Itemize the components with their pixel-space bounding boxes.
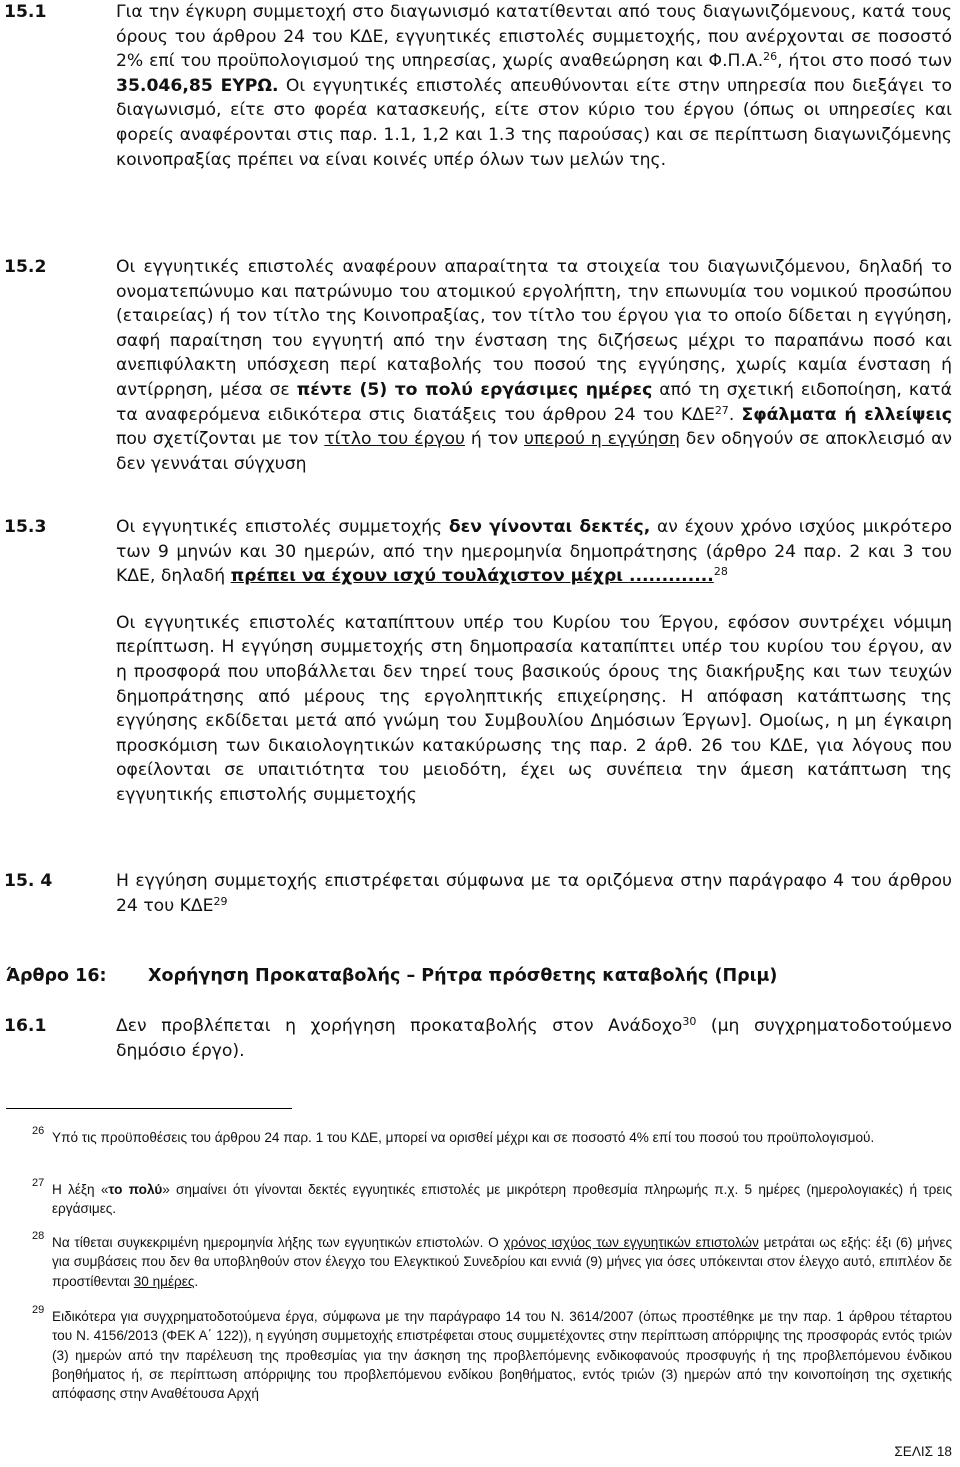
paragraph: Οι εγγυητικές επιστολές καταπίπτουν υπέρ του Κυρίου του Έργου, εφόσον συντρέχει νόμιμη περίπτωση. Η εγγύηση συμμετοχής στη δημοπρασία καταπίπτει υπέρ του κυρίου του έργου, αν η προσφορά που υποβάλλεται δεν τηρεί τους βασικούς όρους της διακήρυξης και των τευχών δημοπράτησης από μέρους της εργοληπτικής επιχείρησης. Η απόφαση κατάπτωσης της εγγύησης εκδίδεται μετά από γνώμη του Συμβουλίου Δημόσιων Έργων]. Ομοίως, η μη έγκαιρη προσκόμιση των δικαιολογητικών κατακύρωσης της παρ. 2 άρθ. 26 του ΚΔΕ, για λόγους που οφείλονται σε υπαιτιότητα του μειοδότη, έχει ως συνέπεια την άμεση κατάπτωση της εγγυητικής επιστολής συμμετοχής	[116, 612, 952, 805]
section-number: 15.1	[4, 2, 47, 22]
section-number: 15.3	[4, 517, 47, 537]
validity-text: πρέπει να έχουν ισχύ τουλάχιστον μέχρι	[230, 566, 629, 587]
underlined-validity: χρόνος ισχύος των εγγυητικών επιστολών	[503, 1235, 759, 1250]
text-run: Να τίθεται συγκεκριμένη ημερομηνία λήξης των εγγυητικών επιστολών. Ο	[52, 1235, 504, 1250]
text-run: Η εγγύηση συμμετοχής επιστρέφεται σύμφωνα με τα οριζόμενα στην παράγραφο 4 του άρθρου 24 του ΚΔΕ	[116, 871, 952, 916]
text-run: δεν οδηγούν σε αποκλεισμό αν δεν γεννάται σύγχυση	[116, 429, 952, 474]
underlined-project-title: τίτλο του έργου	[324, 429, 465, 450]
footnote-number: 26	[32, 1125, 45, 1137]
footnote-text	[52, 1233, 952, 1291]
section-number: 15. 4	[4, 871, 53, 891]
underlined-beneficiary: υπερού η εγγύηση	[524, 429, 680, 450]
text-run: Οι εγγυητικές επιστολές συμμετοχής	[116, 517, 449, 537]
footnote-text: Υπό τις προϋποθέσεις του άρθρου 24 παρ. 1 του ΚΔΕ, μπορεί να ορισθεί μέχρι και σε ποσοστό 4% επί του ποσού του προϋπολογισμού.	[52, 1130, 875, 1145]
text-run: .	[728, 404, 742, 425]
text-run: Δεν προβλέπεται η χορήγηση προκαταβολής στον Ανάδοχο	[116, 1016, 683, 1036]
date-blank: .............	[628, 566, 714, 587]
section-text	[116, 515, 952, 808]
section-number: 16.1	[4, 1016, 47, 1036]
text-run: Οι εγγυητικές επιστολές απευθύνονται είτε στην υπηρεσία που διεξάγει το διαγωνισμό, είτε στο φορέα κατασκευής, είτε στον κύριο του έργου (όπως οι υπηρεσίες και φορείς αναφέρονται στις παρ. 1.1, 1,2 και 1.3 της παρούσας) και σε περίπτωση διαγωνιζόμενης κοινοπραξίας πρέπει να είναι κοινές υπέρ όλων των μελών της.	[116, 75, 952, 170]
footnote-divider	[6, 1108, 292, 1109]
text-run: από τη σχετική ειδοποίηση, κατά τα αναφερόμενα ειδικότερα στις διατάξεις του άρθρου 24 του ΚΔΕ	[116, 379, 952, 425]
underlined-days: 30 ημέρες	[133, 1273, 195, 1289]
section-number: 15.2	[4, 257, 47, 277]
footnote-number: 29	[32, 1304, 45, 1316]
section-text	[116, 869, 952, 918]
text-run: Οι εγγυητικές επιστολές αναφέρουν απαραίτητα τα στοιχεία του διαγωνιζόμενου, δηλαδή το ονοματεπώνυμο και πατρώνυμο του ατομικού εργολήπτη, την επωνυμία του νομικού προσώπου (εταιρείας) ή τον τίτλο της Κοινοπραξίας, τον τίτλο του έργου για το οποίο δίδεται η εγγύηση, σαφή παραίτηση του εγγυητή από την ένσταση της διζήσεως μέχρι το παραπάνω ποσό και ανεπιφύλακτη υπόσχεση περί καταβολής του ποσού της εγγύησης, χωρίς καμία ένσταση ή αντίρρηση, μέσα σε	[116, 257, 952, 400]
article-label: Άρθρο 16:	[6, 966, 107, 986]
article-heading	[6, 966, 777, 986]
footnote-text: Ειδικότερα για συγχρηματοδοτούμενα έργα, σύμφωνα με την παράγραφο 14 του Ν. 3614/2007 (όπως προστέθηκε με την παρ. 1 άρθρου τέταρτου του Ν. 4156/2013 (ΦΕΚ Α΄ 122)), η εγγύηση συμμετοχής επιστρέφεται στους συμμετέχοντες στην περίπτωση απόρριψης της προσφοράς εντός τριών (3) ημερών από την παρέλευση της προθεσμίας για την άσκηση της προβλεπόμενης ενδικοφανούς προσφυγής ή της προβλεπόμενου ένδικου βοηθήματος ή, σε περίπτωση απόρριψης του προβλεπόμενου ενδίκου βοηθήματος, εντός τριών (3) ημερών από την κοινοποίηση της σχετικής απόφασης στην Αναθέτουσα Αρχή	[52, 1309, 952, 1402]
text-run: , ήτοι στο ποσό των	[777, 51, 952, 72]
text-run: (μη συγχρηματοδοτούμενο δημόσιο έργο).	[116, 1016, 953, 1061]
section-text	[116, 1014, 952, 1063]
text-run: μετράται ως εξής: έξι (6) μήνες για συμβάσεις που δεν θα υποβληθούν στον έλεγχο του Ελεγκτικού Συνεδρίου και εννιά (9) μήνες για όσες υπόκεινται στον έλεγχο αυτό, επιπλέον δε προστίθενται	[52, 1235, 952, 1289]
footnote-ref-29[interactable]: 29	[213, 894, 228, 908]
text-run: που σχετίζονται με τον	[116, 429, 325, 450]
footnote-ref-27[interactable]: 27	[714, 403, 729, 417]
emphasis-word: το πολύ	[108, 1182, 163, 1197]
page-number: ΣΕΛΙΣ 18	[894, 1444, 952, 1459]
text-run: » σημαίνει ότι γίνονται δεκτές εγγυητικές επιστολές με μικρότερη προθεσμία πληρωμής π.χ. 5 ημέρες (ημερολογιακές) ή τρεις εργάσιμες.	[52, 1182, 952, 1217]
text-run: Η λέξη «	[52, 1182, 109, 1197]
text-run: ή τον	[464, 429, 524, 450]
emphasis-not-accepted: δεν γίνονται δεκτές,	[448, 517, 651, 537]
footnote-ref-30[interactable]: 30	[682, 1015, 697, 1028]
text-run: Για την έγκυρη συμμετοχή στο διαγωνισμό κατατίθενται από τους διαγωνιζόμενους, κατά τους όρους του άρθρου 24 του ΚΔΕ, εγγυητικές επιστολές συμμετοχής, που ανέρχονται σε ποσοστό 2% επί του προϋπολογισμού της υπηρεσίας, χωρίς αναθεώρηση και Φ.Π.Α.	[116, 2, 952, 72]
article-title: Χορήγηση Προκαταβολής – Ρήτρα πρόσθετης καταβολής (Πριμ)	[148, 966, 778, 986]
footnote-number: 27	[32, 1177, 45, 1189]
text-run: .	[194, 1273, 199, 1289]
footnote-number: 28	[32, 1230, 45, 1242]
emphasis-days: πέντε (5) το πολύ εργάσιμες ημέρες	[296, 379, 653, 400]
text-run: αν έχουν χρόνο ισχύος μικρότερο των 9 μηνών και 30 ημερών, από την ημερομηνία δημοπράτησης (άρθρο 24 παρ. 2 και 3 του ΚΔΕ, δηλαδή	[116, 517, 952, 587]
emphasis-validity	[231, 566, 714, 586]
section-text	[116, 0, 952, 172]
guarantee-amount: 35.046,85 ΕΥΡΩ.	[116, 75, 279, 96]
footnote-text	[52, 1180, 952, 1219]
paragraph	[116, 515, 952, 589]
emphasis-errors: Σφάλματα ή ελλείψεις	[741, 404, 952, 425]
footnote-ref-28[interactable]: 28	[713, 565, 728, 579]
footnote-ref-26[interactable]: 26	[763, 50, 778, 64]
section-text	[116, 255, 952, 476]
